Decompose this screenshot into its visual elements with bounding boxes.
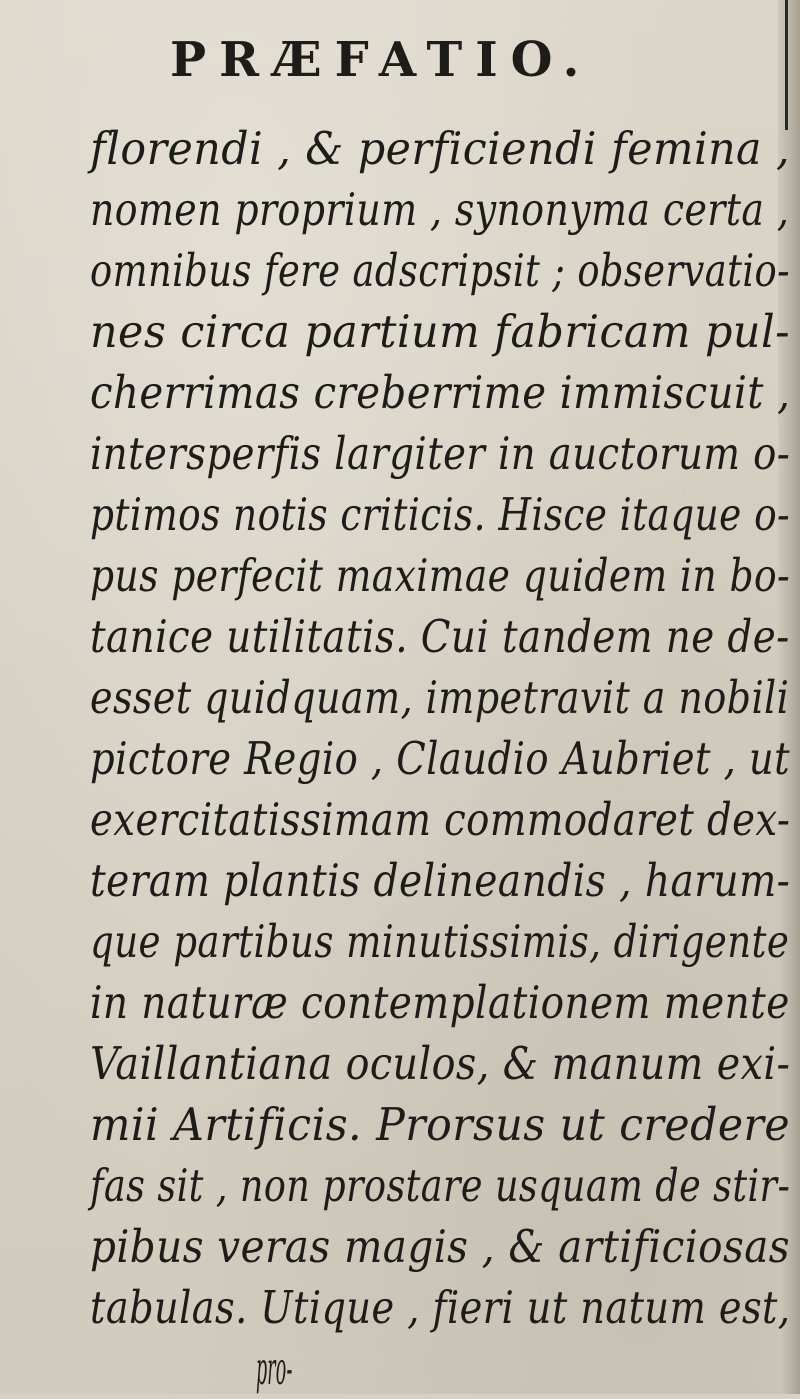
text-line: ptimos notis criticis. Hisce itaque o- — [90, 488, 791, 541]
text-line: in naturæ contemplationem mente — [90, 976, 790, 1029]
text-line: exercitatissimam commodaret dex- — [90, 793, 791, 846]
text-line: tabulas. Utique , fieri ut natum est, — [90, 1281, 791, 1334]
text-line: teram plantis delineandis , harum- — [90, 854, 791, 907]
running-header: PRÆFATIO. — [170, 32, 593, 88]
text-line: que partibus minutissimis, dirigente — [90, 915, 790, 968]
text-line: cherrimas creberrime immiscuit , — [90, 366, 791, 419]
text-line: fas sit , non prostare usquam de stir- — [90, 1159, 791, 1212]
text-line: omnibus fere adscripsit ; observatio- — [90, 244, 791, 297]
text-line: Vaillantiana oculos, & manum exi- — [90, 1037, 791, 1090]
catchword: pro- — [255, 1342, 293, 1395]
page-edge-line — [785, 0, 788, 130]
text-line: pictore Regio , Claudio Aubriet , ut — [90, 732, 791, 785]
text-line: pus perfecit maximae quidem in bo- — [90, 549, 791, 602]
body-text — [90, 118, 790, 1399]
text-line: mii Artificis. Prorsus ut credere — [90, 1098, 791, 1151]
text-line: tanice utilitatis. Cui tandem ne de- — [90, 610, 790, 663]
text-line: esset quidquam, impetravit a nobili — [90, 671, 790, 724]
text-line: nes circa partium fabricam pul- — [90, 305, 791, 358]
text-line: intersperfis largiter in auctorum o- — [90, 427, 791, 480]
text-line: florendi , & perficiendi femina , — [90, 122, 791, 175]
text-line: nomen proprium , synonyma certa , — [90, 183, 790, 236]
text-line: pibus veras magis , & artificiosas — [90, 1220, 791, 1273]
